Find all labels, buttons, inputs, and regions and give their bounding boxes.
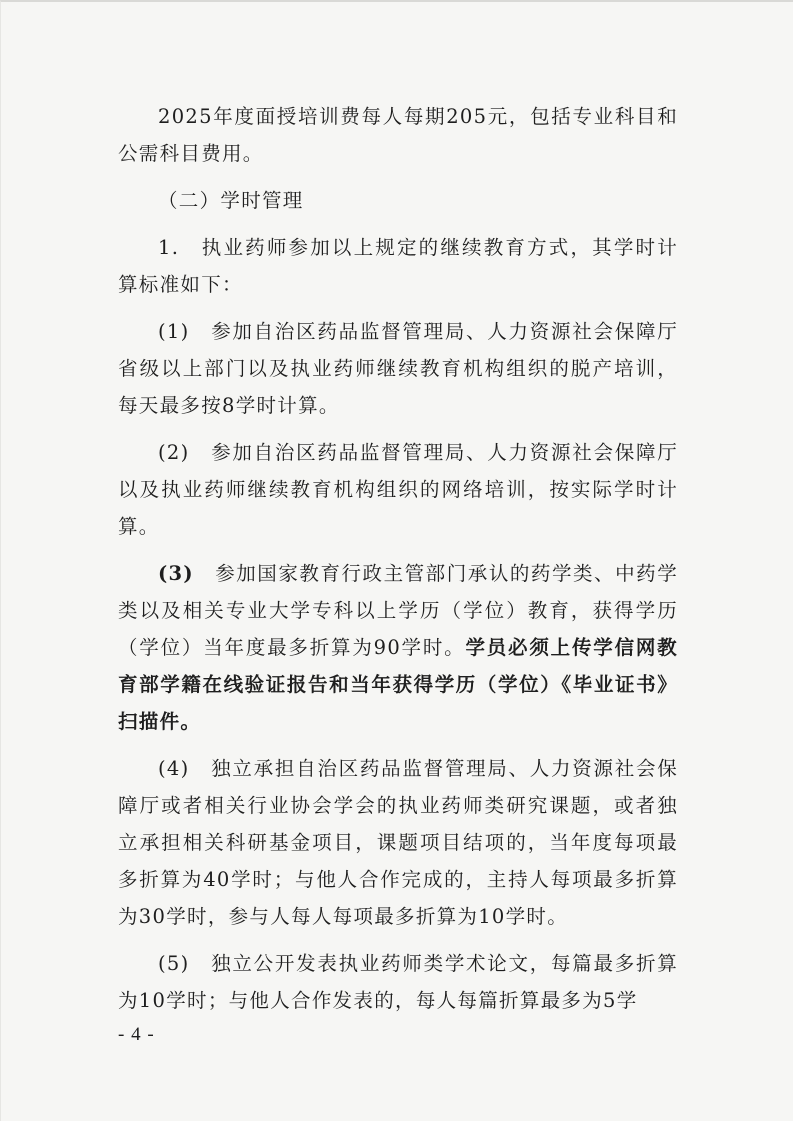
paragraph-item-1-sub-2: (2) 参加自治区药品监督管理局、人力资源社会保障厅以及执业药师继续教育机构组织的网络培训，按实际学时计算。 <box>118 441 678 538</box>
paragraph-item-1-sub-4: (4) 独立承担自治区药品监督管理局、人力资源社会保障厅或者相关行业协会学会的执业药师类研究课题，或者独立承担相关科研基金项目，课题项目结项的，当年度每项最多折算为40学时；与他人合作完成的，主持人每项最多折算为30学时，参与人每人每项最多折算为10学时。 <box>118 757 678 928</box>
paragraph-item-1-sub-5: (5) 独立公开发表执业药师类学术论文，每篇最多折算为10学时；与他人合作发表的，每人每篇折算最多为5学 <box>118 952 678 1012</box>
sub-3-bold-requirement: 学员必须上传学信网教育部学籍在线验证报告和当年获得学历（学位）《毕业证书》扫描件。 <box>118 636 678 733</box>
paragraph-item-1-sub-1: (1) 参加自治区药品监督管理局、人力资源社会保障厅省级以上部门以及执业药师继续教育机构组织的脱产培训，每天最多按8学时计算。 <box>118 320 678 417</box>
sub-3-number: (3) <box>158 562 194 585</box>
document-body <box>118 98 678 1029</box>
paragraph-item-1: 1. 执业药师参加以上规定的继续教育方式，其学时计算标准如下： <box>118 236 678 296</box>
section-heading-credit-management: （二）学时管理 <box>158 189 304 212</box>
page-number: - 4 - <box>118 1024 155 1045</box>
paragraph-item-1-sub-3 <box>118 555 678 740</box>
paragraph-training-fee: 2025年度面授培训费每人每期205元，包括专业科目和公需科目费用。 <box>118 105 678 165</box>
sub-3-text: 参加国家教育行政主管部门承认的药学类、中药学类以及相关专业大学专科以上学历（学位）教育，获得学历（学位）当年度最多折算为90学时。 <box>118 562 678 659</box>
